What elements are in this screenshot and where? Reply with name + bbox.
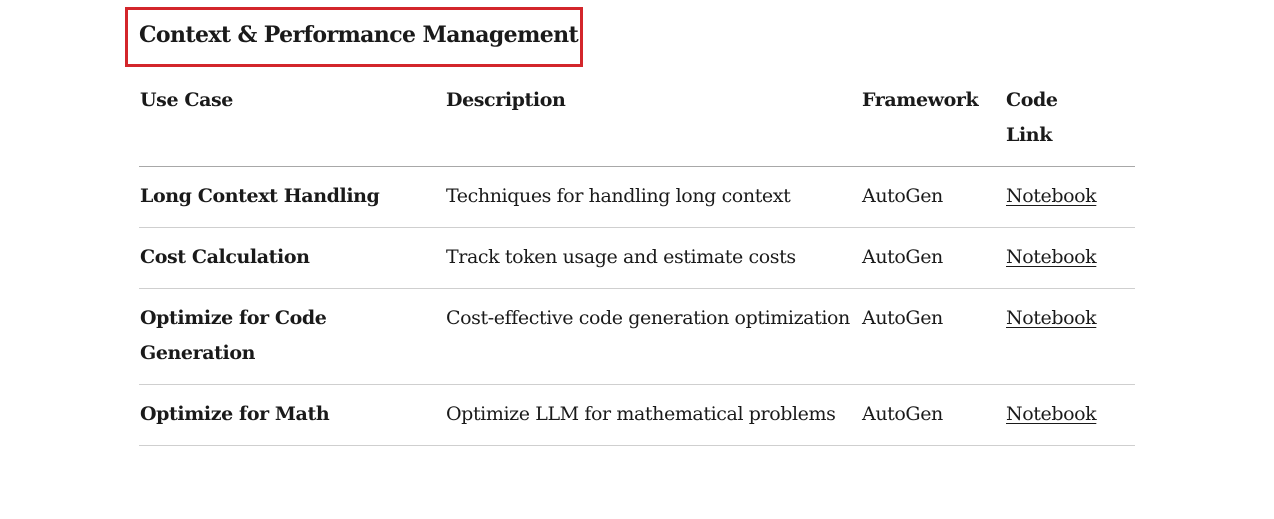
framework-cell: AutoGen <box>862 289 1006 385</box>
framework-cell: AutoGen <box>862 228 1006 289</box>
description-cell: Track token usage and estimate costs <box>446 228 862 289</box>
use-case-cell: Optimize for Code Generation <box>139 289 446 385</box>
header-framework: Framework <box>862 83 1006 167</box>
code-link-cell <box>1006 167 1135 228</box>
use-case-table <box>139 83 1135 446</box>
table-row <box>139 167 1135 228</box>
notebook-link[interactable]: Notebook <box>1006 246 1097 268</box>
description-cell: Cost-effective code generation optimization <box>446 289 862 385</box>
table-row <box>139 289 1135 385</box>
use-case-cell: Cost Calculation <box>139 228 446 289</box>
table-row <box>139 385 1135 446</box>
header-description: Description <box>446 83 862 167</box>
notebook-link[interactable]: Notebook <box>1006 307 1097 329</box>
description-cell: Techniques for handling long context <box>446 167 862 228</box>
framework-cell: AutoGen <box>862 167 1006 228</box>
section-title: Context & Performance Management <box>139 22 579 48</box>
notebook-link[interactable]: Notebook <box>1006 403 1097 425</box>
description-cell: Optimize LLM for mathematical problems <box>446 385 862 446</box>
header-code-link: Code Link <box>1006 83 1135 167</box>
table-header-row <box>139 83 1135 167</box>
code-link-cell <box>1006 289 1135 385</box>
code-link-cell <box>1006 385 1135 446</box>
notebook-link[interactable]: Notebook <box>1006 185 1097 207</box>
code-link-cell <box>1006 228 1135 289</box>
framework-cell: AutoGen <box>862 385 1006 446</box>
use-case-cell: Long Context Handling <box>139 167 446 228</box>
table-row <box>139 228 1135 289</box>
header-use-case: Use Case <box>139 83 446 167</box>
use-case-cell: Optimize for Math <box>139 385 446 446</box>
